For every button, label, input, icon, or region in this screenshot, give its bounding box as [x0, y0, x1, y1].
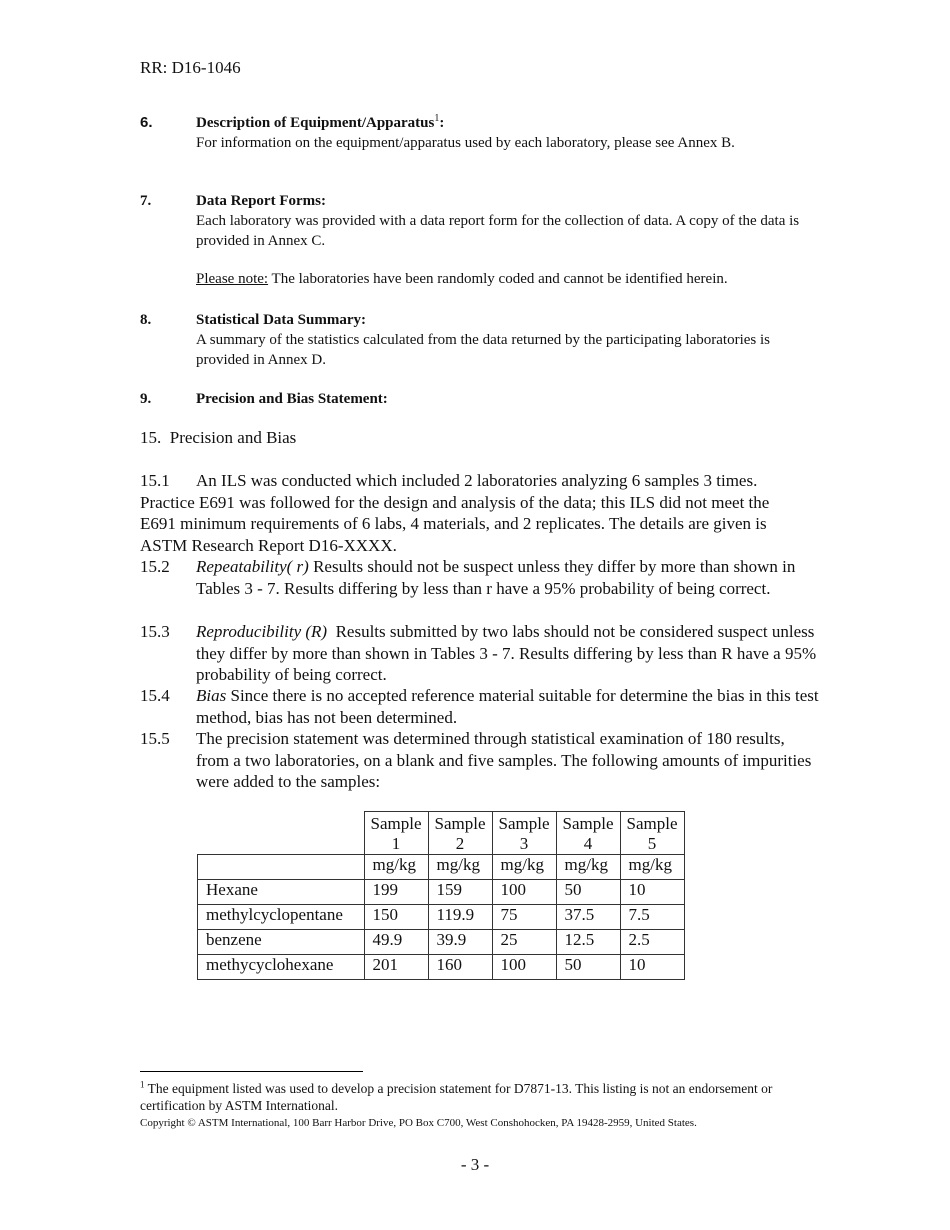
table-units-row: [198, 855, 685, 880]
section-7: [140, 191, 820, 289]
unit-cell: mg/kg: [428, 855, 492, 880]
table-cell: 7.5: [620, 905, 684, 930]
paragraph-number: 15.1: [140, 471, 170, 490]
unit-cell: mg/kg: [364, 855, 428, 880]
page-number: - 3 -: [460, 1155, 490, 1174]
table-cell: 159: [428, 880, 492, 905]
table-cell: 100: [492, 880, 556, 905]
table-header-row: [198, 812, 685, 855]
header-line: Sample: [370, 814, 422, 833]
paragraph-15-5: [140, 728, 820, 793]
section-number: 9.: [140, 391, 152, 407]
column-header: [492, 812, 556, 855]
table-row: [198, 930, 685, 955]
header-line: Sample: [498, 814, 550, 833]
section-6: [140, 113, 820, 153]
table-row: [198, 880, 685, 905]
header-line: Sample: [562, 814, 614, 833]
term: Repeatability( r): [196, 557, 309, 576]
section-title: Statistical Data Summary:: [196, 312, 366, 328]
table-cell: 25: [492, 930, 556, 955]
table-cell: 39.9: [428, 930, 492, 955]
section-text: Each laboratory was provided with a data report form for the collection of data. A copy of the data is provided in Annex C.: [196, 213, 800, 249]
title-colon: :: [439, 115, 445, 131]
section-text: A summary of the statistics calculated from the data returned by the participating laboratories is provided in Annex D.: [196, 332, 770, 368]
paragraph-text: Results should not be suspect unless they differ by more than shown in Tables 3 - 7. Results differing by less than r have a 95% probability of being correct.: [196, 557, 796, 598]
note-label: Please note:: [196, 271, 269, 287]
unit-cell: mg/kg: [556, 855, 620, 880]
table-cell: 150: [364, 905, 428, 930]
footnote-text: The equipment listed was used to develop a precision statement for D7871-13. This listing is not an endorsement or certification by ASTM International.: [140, 1081, 773, 1113]
table-corner: [198, 812, 365, 855]
paragraph-15-1: [140, 470, 800, 556]
header-line: Sample: [434, 814, 486, 833]
term: Bias: [196, 686, 227, 705]
row-label: benzene: [198, 930, 365, 955]
header-line: 4: [583, 834, 593, 853]
table-cell: 160: [428, 955, 492, 980]
section-8: [140, 310, 820, 370]
unit-cell: mg/kg: [620, 855, 684, 880]
table-row: [198, 905, 685, 930]
paragraph-text: The precision statement was determined through statistical examination of 180 results, from a two laboratories, on a blank and five samples. The following amounts of impurities were added to the samples:: [196, 729, 812, 791]
section-title: Data Report Forms:: [196, 193, 326, 209]
footnote-divider: [140, 1071, 363, 1072]
paragraph-text: Results submitted by two labs should not be considered suspect unless they differ by more than shown in Tables 3 - 7. Results differing by less than R have a 95% probability of being correct.: [196, 622, 821, 684]
precision-heading: 15. Precision and Bias: [140, 428, 297, 447]
row-label: methycyclohexane: [198, 955, 365, 980]
table-cell: 2.5: [620, 930, 684, 955]
paragraph-number: 15.4: [140, 686, 170, 705]
row-label: methylcyclopentane: [198, 905, 365, 930]
header-line: 3: [519, 834, 529, 853]
header-line: Sample: [626, 814, 678, 833]
paragraph-15-4: [140, 685, 820, 728]
table-cell: 50: [556, 880, 620, 905]
table-cell: 75: [492, 905, 556, 930]
paragraph-text: Since there is no accepted reference material suitable for determine the bias in this test method, bias has not been determined.: [196, 686, 819, 727]
row-label: Hexane: [198, 880, 365, 905]
paragraph-number: 15.3: [140, 622, 170, 641]
column-header: [428, 812, 492, 855]
table-cell: 37.5: [556, 905, 620, 930]
section-title: Precision and Bias Statement:: [196, 391, 388, 407]
term: Reproducibility (R): [196, 622, 328, 641]
footnote-marker: 1: [434, 113, 440, 124]
section-text: For information on the equipment/apparatus used by each laboratory, please see Annex B.: [196, 135, 735, 151]
footnote: [140, 1080, 820, 1114]
table-row: [198, 955, 685, 980]
section-number: 8.: [140, 312, 152, 328]
paragraph-text: An ILS was conducted which included 2 laboratories analyzing 6 samples 3 times. Practice E691 was followed for the design and analysis of the data; this ILS did not meet the E691 minimum requirements of 6 labs, 4 materials, and 2 replicates. The details are given is ASTM Research Report D16-XXXX.: [140, 471, 770, 555]
copyright-notice: Copyright © ASTM International, 100 Barr Harbor Drive, PO Box C700, West Conshohocken, PA 19428-2959, United States.: [140, 1117, 697, 1129]
section-number: 7.: [140, 193, 152, 209]
impurities-table: [197, 811, 685, 980]
table-cell: 12.5: [556, 930, 620, 955]
column-header: [364, 812, 428, 855]
paragraph-number: 15.5: [140, 729, 170, 748]
table-cell: 199: [364, 880, 428, 905]
section-number: 6.: [140, 114, 153, 131]
unit-cell: mg/kg: [492, 855, 556, 880]
paragraph-15-3: [140, 621, 820, 686]
paragraph-15-2: [140, 556, 820, 599]
please-note: [196, 269, 820, 289]
column-header: [556, 812, 620, 855]
table-cell: [198, 855, 365, 880]
header-line: 1: [391, 834, 401, 853]
table-cell: 201: [364, 955, 428, 980]
table-cell: 100: [492, 955, 556, 980]
column-header: [620, 812, 684, 855]
report-header: RR: D16-1046: [140, 58, 241, 77]
section-title: Description of Equipment/Apparatus: [196, 115, 435, 131]
table-cell: 10: [620, 955, 684, 980]
paragraph-number: 15.2: [140, 557, 170, 576]
table-cell: 49.9: [364, 930, 428, 955]
section-9: [140, 389, 820, 409]
header-line: 5: [647, 834, 657, 853]
note-text: The laboratories have been randomly coded and cannot be identified herein.: [268, 271, 728, 287]
table-cell: 119.9: [428, 905, 492, 930]
table-cell: 10: [620, 880, 684, 905]
footnote-marker: 1: [140, 1079, 145, 1090]
table-cell: 50: [556, 955, 620, 980]
header-line: 2: [455, 834, 465, 853]
